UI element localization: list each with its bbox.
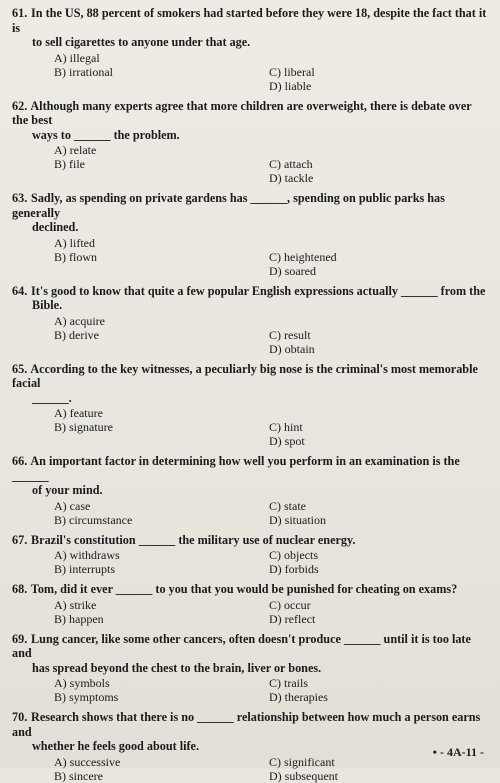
- answer-option[interactable]: B) sincere: [54, 768, 103, 783]
- answer-option[interactable]: [269, 406, 469, 420]
- answer-option[interactable]: [54, 264, 269, 278]
- answer-option[interactable]: C) significant: [269, 754, 335, 769]
- answer-options: [12, 548, 488, 576]
- answer-options: [12, 51, 488, 93]
- question-line-1: It's good to know that quite a few popular English expressions actually ______ from the: [31, 283, 486, 298]
- answer-options: [12, 598, 488, 626]
- question-stem: [12, 362, 488, 406]
- answer-option[interactable]: C) heightened: [269, 249, 337, 264]
- answer-options: [12, 676, 488, 704]
- answer-options: [12, 406, 488, 448]
- answer-option[interactable]: B) happen: [54, 611, 104, 626]
- question-number: 61.: [12, 6, 28, 20]
- answer-option[interactable]: A) case: [54, 498, 91, 513]
- answer-option[interactable]: [54, 342, 269, 356]
- question-line-2: whether he feels good about life.: [32, 739, 200, 753]
- question-stem: [12, 582, 488, 597]
- answer-option[interactable]: B) symptoms: [54, 690, 119, 704]
- answer-option[interactable]: C) objects: [269, 548, 318, 562]
- answer-options: [12, 314, 488, 356]
- question-item: [12, 710, 488, 783]
- question-list: [12, 6, 488, 783]
- answer-option[interactable]: C) hint: [269, 420, 303, 434]
- answer-option[interactable]: D) subsequent: [269, 768, 338, 783]
- question-stem: [12, 710, 488, 754]
- question-line-2: ______.: [32, 390, 72, 405]
- question-line-1: Brazil's constitution ______ the military use of nuclear energy.: [31, 532, 356, 547]
- answer-options: [12, 236, 488, 278]
- answer-option[interactable]: [269, 143, 469, 157]
- question-item: [12, 582, 488, 626]
- question-item: [12, 284, 488, 356]
- answer-option[interactable]: A) acquire: [54, 313, 105, 328]
- question-number: 69.: [12, 631, 28, 646]
- question-line-2: ways to ______ the problem.: [32, 127, 180, 142]
- answer-option[interactable]: C) attach: [269, 157, 313, 171]
- question-number: 66.: [12, 454, 28, 468]
- question-number: 70.: [12, 710, 28, 724]
- question-stem: [12, 533, 488, 548]
- question-stem: [12, 284, 488, 313]
- question-line-1: Although many experts agree that more children are overweight, there is debate over the best: [12, 98, 472, 127]
- answer-option[interactable]: [269, 314, 469, 328]
- question-item: [12, 6, 488, 93]
- answer-options: [12, 499, 488, 527]
- question-line-2: Bible.: [32, 298, 63, 312]
- answer-option[interactable]: C) trails: [269, 676, 308, 690]
- answer-option[interactable]: B) file: [54, 157, 85, 171]
- answer-option[interactable]: A) feature: [54, 406, 103, 420]
- answer-options: [12, 755, 488, 783]
- question-number: 63.: [12, 191, 28, 205]
- question-number: 67.: [12, 532, 28, 547]
- answer-option[interactable]: D) forbids: [269, 562, 319, 576]
- question-line-1: According to the key witnesses, a peculiarly big nose is the criminal's most memorable facial: [12, 361, 478, 390]
- answer-option[interactable]: D) situation: [269, 512, 326, 527]
- answer-option[interactable]: [269, 236, 469, 250]
- answer-option[interactable]: D) reflect: [269, 611, 316, 626]
- question-number: 68.: [12, 582, 28, 596]
- question-item: [12, 191, 488, 278]
- answer-options: [12, 143, 488, 185]
- answer-option[interactable]: B) irrational: [54, 64, 113, 79]
- question-stem: [12, 99, 488, 143]
- question-number: 62.: [12, 98, 28, 113]
- question-line-1: Lung cancer, like some other cancers, often doesn't produce ______ until it is too late and: [12, 631, 471, 660]
- question-number: 65.: [12, 361, 28, 376]
- answer-option[interactable]: B) circumstance: [54, 512, 133, 527]
- answer-option[interactable]: B) signature: [54, 420, 113, 434]
- answer-option[interactable]: C) result: [269, 327, 311, 342]
- question-item: [12, 362, 488, 449]
- answer-option[interactable]: D) tackle: [269, 171, 314, 185]
- question-line-1: Sadly, as spending on private gardens has ______, spending on public parks has generally: [12, 191, 445, 220]
- question-item: [12, 454, 488, 527]
- answer-option[interactable]: [54, 79, 269, 93]
- question-line-1: An important factor in determining how well you perform in an examination is the ______: [12, 454, 460, 483]
- answer-option[interactable]: D) liable: [269, 78, 312, 93]
- answer-option[interactable]: A) relate: [54, 143, 97, 157]
- question-line-2: of your mind.: [32, 483, 103, 497]
- question-stem: [12, 191, 488, 235]
- answer-option[interactable]: C) state: [269, 498, 306, 513]
- answer-option[interactable]: [54, 171, 269, 185]
- question-number: 64.: [12, 283, 28, 298]
- question-item: [12, 533, 488, 577]
- answer-option[interactable]: [54, 434, 269, 448]
- question-item: [12, 632, 488, 705]
- answer-option[interactable]: A) illegal: [54, 50, 100, 65]
- answer-option[interactable]: A) strike: [54, 597, 97, 612]
- answer-option[interactable]: A) withdraws: [54, 548, 120, 562]
- answer-option[interactable]: A) successive: [54, 754, 121, 769]
- question-line-2: declined.: [32, 220, 79, 234]
- answer-option[interactable]: B) flown: [54, 249, 97, 264]
- answer-option[interactable]: C) occur: [269, 597, 311, 612]
- answer-option[interactable]: C) liberal: [269, 64, 315, 79]
- answer-option[interactable]: D) obtain: [269, 341, 315, 356]
- question-stem: [12, 454, 488, 498]
- question-item: [12, 99, 488, 186]
- question-line-1: In the US, 88 percent of smokers had started before they were 18, despite the fact that it is: [12, 6, 487, 35]
- question-line-1: Tom, did it ever ______ to you that you would be punished for cheating on exams?: [30, 582, 458, 596]
- answer-option[interactable]: A) symbols: [54, 676, 110, 690]
- question-line-1: Research shows that there is no ______ relationship between how much a person earns and: [12, 710, 481, 739]
- answer-option[interactable]: [269, 51, 469, 65]
- question-line-2: has spread beyond the chest to the brain, liver or bones.: [32, 660, 322, 675]
- answer-option[interactable]: B) interrupts: [54, 562, 115, 576]
- answer-option[interactable]: B) derive: [54, 327, 99, 342]
- question-line-2: to sell cigarettes to anyone under that age.: [32, 35, 251, 49]
- answer-option[interactable]: A) lifted: [54, 235, 95, 250]
- question-stem: [12, 632, 488, 676]
- question-stem: [12, 6, 488, 50]
- answer-option[interactable]: D) therapies: [269, 690, 328, 704]
- page-number: • - 4A-11 -: [432, 745, 484, 759]
- answer-option[interactable]: D) soared: [269, 263, 316, 278]
- answer-option[interactable]: D) spot: [269, 434, 305, 448]
